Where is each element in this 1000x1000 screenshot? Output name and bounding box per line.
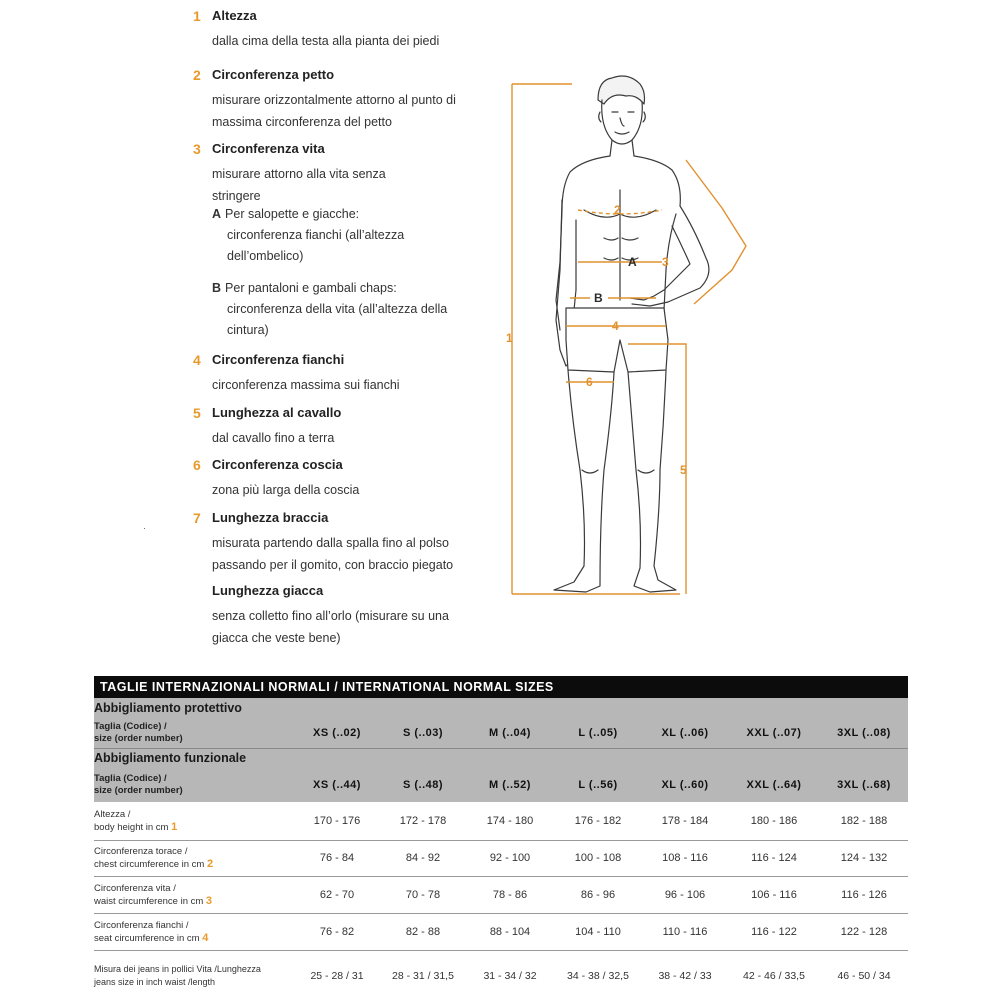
size-code: XXL (..07) [728,718,820,748]
table-cell: 108 - 116 [642,840,728,876]
label-thigh: 6 [586,375,593,389]
size-code: M (..04) [466,718,554,748]
size-code: 3XL (..08) [820,718,908,748]
label-hips: 4 [612,319,619,333]
instruction-waist-sub-b [212,278,502,341]
sub-letter: B [212,281,222,295]
sub-description: circonferenza della vita (all’altezza della cintura) [227,302,448,337]
table-cell: 178 - 184 [642,802,728,840]
size-code: XS (..44) [294,768,380,802]
size-code: XXL (..64) [728,768,820,802]
table-cell: 104 - 110 [554,913,642,950]
table-cell: 96 - 106 [642,876,728,913]
table-cell: 116 - 126 [820,876,908,913]
row-label: Misura dei jeans in pollici Vita /Lunghezza jeans size in inch waist /length [94,964,261,988]
table-cell: 86 - 96 [554,876,642,913]
table-cell: 62 - 70 [294,876,380,913]
table-cell: 182 - 188 [820,802,908,840]
table-cell: 172 - 178 [380,802,466,840]
protective-size-row [94,718,908,748]
instruction-title: Circonferenza petto [212,67,335,82]
table-cell: 92 - 100 [466,840,554,876]
instruction-number: 4 [193,352,201,368]
instruction-description: misurare orizzontalmente attorno al punto di massima circonferenza del petto [212,93,456,129]
size-code: XS (..02) [294,718,380,748]
table-cell: 78 - 86 [466,876,554,913]
instruction-title: Circonferenza vita [212,141,325,156]
functional-size-row [94,768,908,802]
instruction-description: dal cavallo fino a terra [212,431,335,445]
instruction-title: Circonferenza fianchi [212,352,345,367]
row-label: Circonferenza fianchi / seat circumference in cm 4 [94,913,294,950]
row-label: Circonferenza torace / chest circumference in cm 2 [94,840,294,876]
instruction-title: Lunghezza giacca [212,583,324,598]
instruction-title: Lunghezza braccia [212,510,329,525]
row-label: Circonferenza vita / waist circumference in cm 3 [94,876,294,913]
row-label: Altezza / body height in cm 1 [94,802,294,840]
size-label: Taglia (Codice) / size (order number) [94,718,294,748]
table-cell: 42 - 46 / 33,5 [743,970,805,983]
table-cell: 46 - 50 / 34 [837,970,891,983]
instruction-description: dalla cima della testa alla pianta dei piedi [212,34,440,48]
instruction-description: zona più larga della coscia [212,483,360,497]
instruction-number: 5 [193,405,201,421]
table-row-seat [94,913,908,950]
table-cell: 180 - 186 [728,802,820,840]
table-row-height [94,802,908,840]
label-chest: 2 [614,203,621,217]
size-table [94,676,908,1000]
label-waist-a: A [628,255,637,269]
label-height: 1 [506,331,513,345]
size-code: L (..05) [554,718,642,748]
table-cell: 116 - 122 [728,913,820,950]
table-row-waist [94,876,908,913]
label-waist-b: B [594,291,603,305]
instruction-title: Lunghezza al cavallo [212,405,342,420]
size-code: M (..52) [466,768,554,802]
size-code: 3XL (..68) [820,768,908,802]
table-cell: 122 - 128 [820,913,908,950]
table-cell: 170 - 176 [294,802,380,840]
functional-section-title: Abbigliamento funzionale [94,748,908,768]
table-cell: 124 - 132 [820,840,908,876]
size-code: S (..03) [380,718,466,748]
table-cell: 76 - 82 [294,913,380,950]
table-cell: 70 - 78 [380,876,466,913]
instruction-waist-sub-a [212,204,502,267]
instruction-number: 7 [193,510,201,526]
table-cell: 25 - 28 / 31 [310,970,364,983]
instruction-number: 3 [193,141,201,157]
size-code: L (..56) [554,768,642,802]
label-arm: 3 [662,255,669,269]
sub-description: circonferenza fianchi (all’altezza dell’ombelico) [227,228,405,263]
sub-first-line: Per pantaloni e gambali chaps: [225,281,397,295]
table-cell: 88 - 104 [466,913,554,950]
stray-mark: · [143,523,146,533]
table-cell: 76 - 84 [294,840,380,876]
instruction-description: circonferenza massima sui fianchi [212,378,400,392]
instruction-description: misurata partendo dalla spalla fino al polso passando per il gomito, con braccio piegato [212,536,454,572]
instruction-description: misurare attorno alla vita senza stringere [212,167,386,203]
table-cell: 38 - 42 / 33 [658,970,712,983]
label-inseam: 5 [680,463,687,477]
table-row-jeans [94,950,908,1000]
table-cell: 34 - 38 / 32,5 [567,970,629,983]
table-banner: TAGLIE INTERNAZIONALI NORMALI / INTERNATIONAL NORMAL SIZES [94,676,908,698]
table-cell: 174 - 180 [466,802,554,840]
table-cell: 106 - 116 [728,876,820,913]
instruction-number: 6 [193,457,201,473]
table-cell: 28 - 31 / 31,5 [392,970,454,983]
instruction-number: 2 [193,67,201,83]
table-row-chest [94,840,908,876]
protective-section-title: Abbigliamento protettivo [94,698,908,718]
table-cell: 110 - 116 [642,913,728,950]
instruction-title: Altezza [212,8,257,23]
sub-first-line: Per salopette e giacche: [225,207,360,221]
sub-letter: A [212,207,222,221]
size-code: S (..48) [380,768,466,802]
table-cell: 84 - 92 [380,840,466,876]
size-code: XL (..06) [642,718,728,748]
table-cell: 176 - 182 [554,802,642,840]
size-label: Taglia (Codice) / size (order number) [94,768,294,802]
table-cell: 116 - 124 [728,840,820,876]
instruction-description: senza colletto fino all’orlo (misurare su una giacca che veste bene) [212,609,449,645]
table-cell: 82 - 88 [380,913,466,950]
size-code: XL (..60) [642,768,728,802]
table-cell: 100 - 108 [554,840,642,876]
body-measurement-figure [500,70,750,600]
table-cell: 31 - 34 / 32 [483,970,537,983]
instruction-number: 1 [193,8,201,24]
instruction-title: Circonferenza coscia [212,457,343,472]
